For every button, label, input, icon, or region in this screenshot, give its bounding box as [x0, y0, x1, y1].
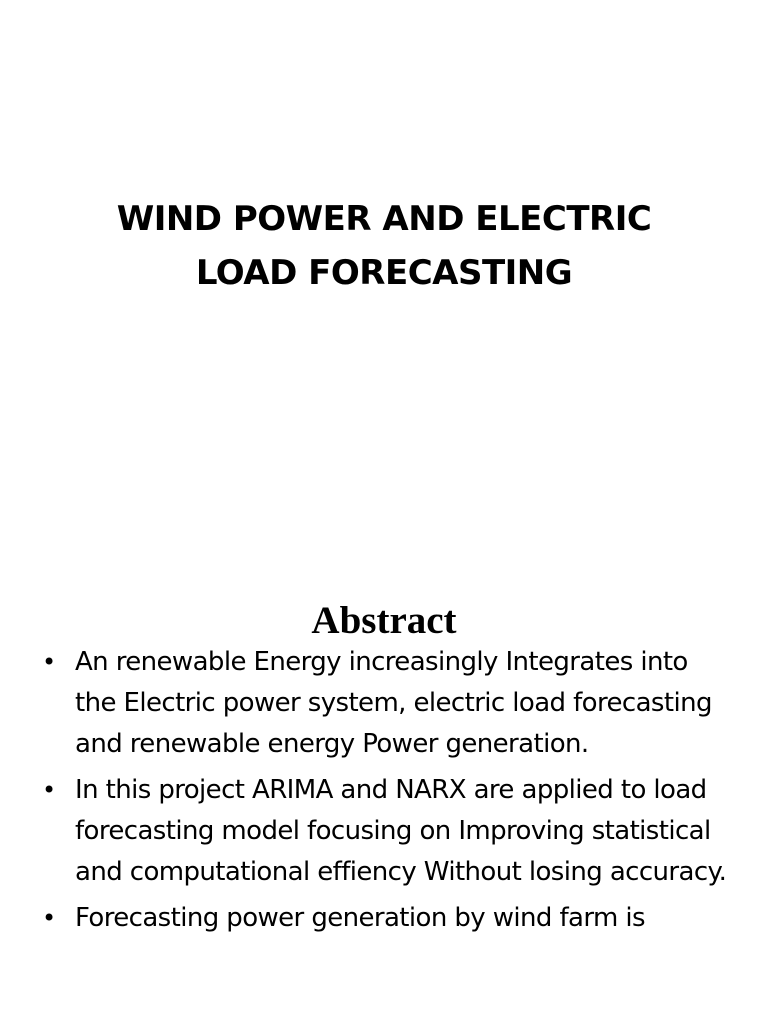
- title-line-1: WIND POWER AND ELECTRIC: [116, 199, 652, 239]
- bullet-item-wind-farm: [40, 898, 728, 939]
- title-line-2: LOAD FORECASTING: [195, 253, 573, 293]
- bullet-icon: •: [42, 648, 56, 676]
- abstract-slide: [0, 576, 768, 1024]
- abstract-heading: Abstract: [311, 599, 457, 642]
- slide-title: [60, 192, 708, 300]
- bullet-text: In this project ARIMA and NARX are applied to load forecasting model focusing on Improving statistical and computational effiency Without losing accuracy.: [75, 775, 727, 887]
- bullet-icon: •: [42, 904, 56, 932]
- bullet-text: An renewable Energy increasingly Integrates into the Electric power system, electric load forecasting and renewable energy Power generation.: [75, 647, 712, 759]
- bullet-item-arima-narx: [40, 770, 728, 893]
- bullet-list: [40, 642, 728, 944]
- bullet-icon: •: [42, 776, 56, 804]
- bullet-item-renewable-integration: [40, 642, 728, 765]
- bullet-text: Forecasting power generation by wind farm is: [75, 903, 645, 933]
